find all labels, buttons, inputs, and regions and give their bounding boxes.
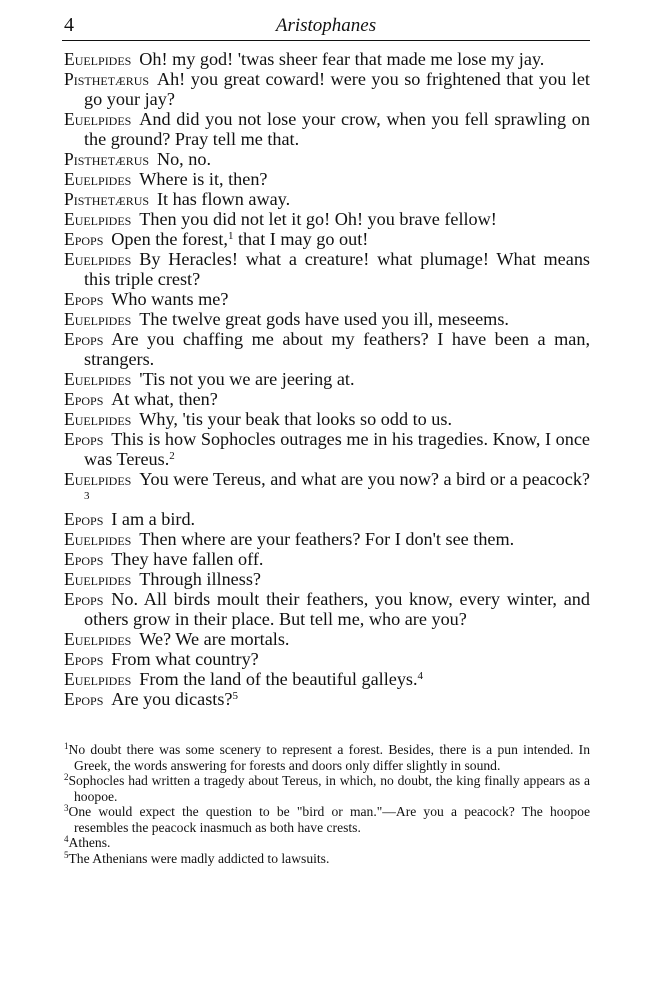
spoken-text: You were Tereus, and what are you now? a bird or a peacock? <box>139 469 590 489</box>
speaker-name: Euelpides <box>64 309 132 329</box>
footnote-text: Athens. <box>68 835 111 850</box>
dialogue-line <box>64 389 590 409</box>
page-header <box>62 14 590 41</box>
speaker-name: Euelpides <box>64 49 132 69</box>
spoken-text: This is how Sophocles outrages me in his tragedies. Know, I once was Tereus. <box>84 429 590 469</box>
speaker-name: Euelpides <box>64 669 132 689</box>
dialogue-line <box>64 369 590 389</box>
page-number: 4 <box>64 14 74 36</box>
dialogue-line <box>64 169 590 189</box>
speaker-name: Euelpides <box>64 369 132 389</box>
footnote-number: 5 <box>64 849 69 860</box>
dialogue-line <box>64 209 590 229</box>
speaker-name: Euelpides <box>64 629 132 649</box>
speaker-name: Euelpides <box>64 249 132 269</box>
spoken-text: It has flown away. <box>156 189 291 209</box>
spoken-text: We? We are mortals. <box>139 629 290 649</box>
dialogue-line <box>64 509 590 529</box>
speaker-name: Epops <box>64 289 104 309</box>
spoken-text: Oh! my god! 'twas sheer fear that made me lose my jay. <box>139 49 545 69</box>
dialogue-line <box>64 629 590 649</box>
spoken-text: Then you did not let it go! Oh! you brave fellow! <box>139 209 497 229</box>
footnote-marker: 2 <box>169 450 175 462</box>
spoken-text: Why, 'tis your beak that looks so odd to us. <box>139 409 453 429</box>
footnote-number: 3 <box>64 803 69 813</box>
speaker-name: Epops <box>64 229 104 249</box>
dialogue-line <box>64 149 590 169</box>
dialogue-line <box>64 549 590 569</box>
spoken-text: I am a bird. <box>111 509 196 529</box>
footnote-text: No doubt there was some scenery to represent a forest. Besides, there is a pun intended. In Greek, the words answering for forests and doors only differ slightly in sound. <box>68 742 590 773</box>
speaker-name: Euelpides <box>64 529 132 549</box>
dialogue-line <box>64 309 590 329</box>
dialogue-text <box>64 49 590 709</box>
speaker-name: Epops <box>64 649 104 669</box>
dialogue-line <box>64 569 590 589</box>
dialogue-line <box>64 409 590 429</box>
spoken-text: No. All birds moult their feathers, you know, every winter, and others grow in their place. But tell me, who are you? <box>84 589 590 629</box>
dialogue-line <box>64 329 590 369</box>
spoken-text: From the land of the beautiful galleys. <box>139 669 418 689</box>
dialogue-line <box>64 109 590 149</box>
dialogue-line <box>64 469 590 509</box>
footnotes <box>64 742 590 866</box>
speaker-name: Pisthetærus <box>64 149 150 169</box>
spoken-text: From what country? <box>111 649 259 669</box>
footnote-text: Sophocles had written a tragedy about Tereus, in which, no doubt, the king finally appears as a hoopoe. <box>68 773 590 804</box>
footnote-marker: 4 <box>417 670 424 682</box>
spoken-text: that I may go out! <box>233 229 369 249</box>
speaker-name: Euelpides <box>64 109 132 129</box>
spoken-text: At what, then? <box>111 389 218 409</box>
dialogue-line <box>64 589 590 629</box>
footnote <box>64 835 590 851</box>
dialogue-line <box>64 689 590 709</box>
dialogue-line <box>64 69 590 109</box>
speaker-name: Pisthetærus <box>64 189 150 209</box>
footnote-marker: 5 <box>232 690 238 702</box>
footnote <box>64 773 590 804</box>
speaker-name: Euelpides <box>64 409 132 429</box>
dialogue-line <box>64 529 590 549</box>
footnote-text: One would expect the question to be "bird or man."—Are you a peacock? The hoopoe resembles the peacock inasmuch as both have crests. <box>68 804 590 835</box>
spoken-text: Ah! you great coward! were you so frightened that you let go your jay? <box>84 69 590 109</box>
speaker-name: Euelpides <box>64 209 132 229</box>
spoken-text: Open the forest, <box>111 229 228 249</box>
footnote-text: The Athenians were madly addicted to lawsuits. <box>68 850 330 866</box>
speaker-name: Epops <box>64 429 104 449</box>
speaker-name: Epops <box>64 689 104 709</box>
spoken-text: By Heracles! what a creature! what plumage! What means this triple crest? <box>84 249 590 289</box>
dialogue-line <box>64 289 590 309</box>
spoken-text: The twelve great gods have used you ill, meseems. <box>139 309 509 329</box>
spoken-text: And did you not lose your crow, when you fell sprawling on the ground? Pray tell me that. <box>84 109 590 149</box>
footnote <box>64 804 590 835</box>
dialogue-line <box>64 669 590 689</box>
spoken-text: Are you chaffing me about my feathers? I have been a man, strangers. <box>84 329 590 369</box>
dialogue-line <box>64 49 590 69</box>
spoken-text: Who wants me? <box>111 289 229 309</box>
running-title: Aristophanes <box>275 15 377 36</box>
speaker-name: Euelpides <box>64 169 132 189</box>
speaker-name: Euelpides <box>64 569 132 589</box>
footnote-number: 2 <box>64 772 69 782</box>
speaker-name: Pisthetærus <box>64 69 150 89</box>
dialogue-line <box>64 649 590 669</box>
spoken-text: No, no. <box>156 149 212 169</box>
speaker-name: Epops <box>64 589 104 609</box>
spoken-text: They have fallen off. <box>111 549 264 569</box>
footnote-number: 1 <box>64 741 69 751</box>
footnote-marker: 1 <box>227 230 234 242</box>
speaker-name: Epops <box>64 549 104 569</box>
spoken-text: 'Tis not you we are jeering at. <box>139 369 355 389</box>
footnote <box>64 742 590 773</box>
spoken-text: Are you dicasts? <box>111 689 233 709</box>
spoken-text: Where is it, then? <box>139 169 268 189</box>
speaker-name: Epops <box>64 329 104 349</box>
dialogue-line <box>64 189 590 209</box>
speaker-name: Euelpides <box>64 469 132 489</box>
footnote <box>64 851 590 867</box>
dialogue-line <box>64 429 590 469</box>
dialogue-line <box>64 229 590 249</box>
spoken-text: Then where are your feathers? For I don't see them. <box>139 529 515 549</box>
speaker-name: Epops <box>64 509 104 529</box>
spoken-text: Through illness? <box>139 569 261 589</box>
footnote-number: 4 <box>64 834 69 844</box>
dialogue-line <box>64 249 590 289</box>
speaker-name: Epops <box>64 389 104 409</box>
footnote-marker: 3 <box>84 490 90 502</box>
